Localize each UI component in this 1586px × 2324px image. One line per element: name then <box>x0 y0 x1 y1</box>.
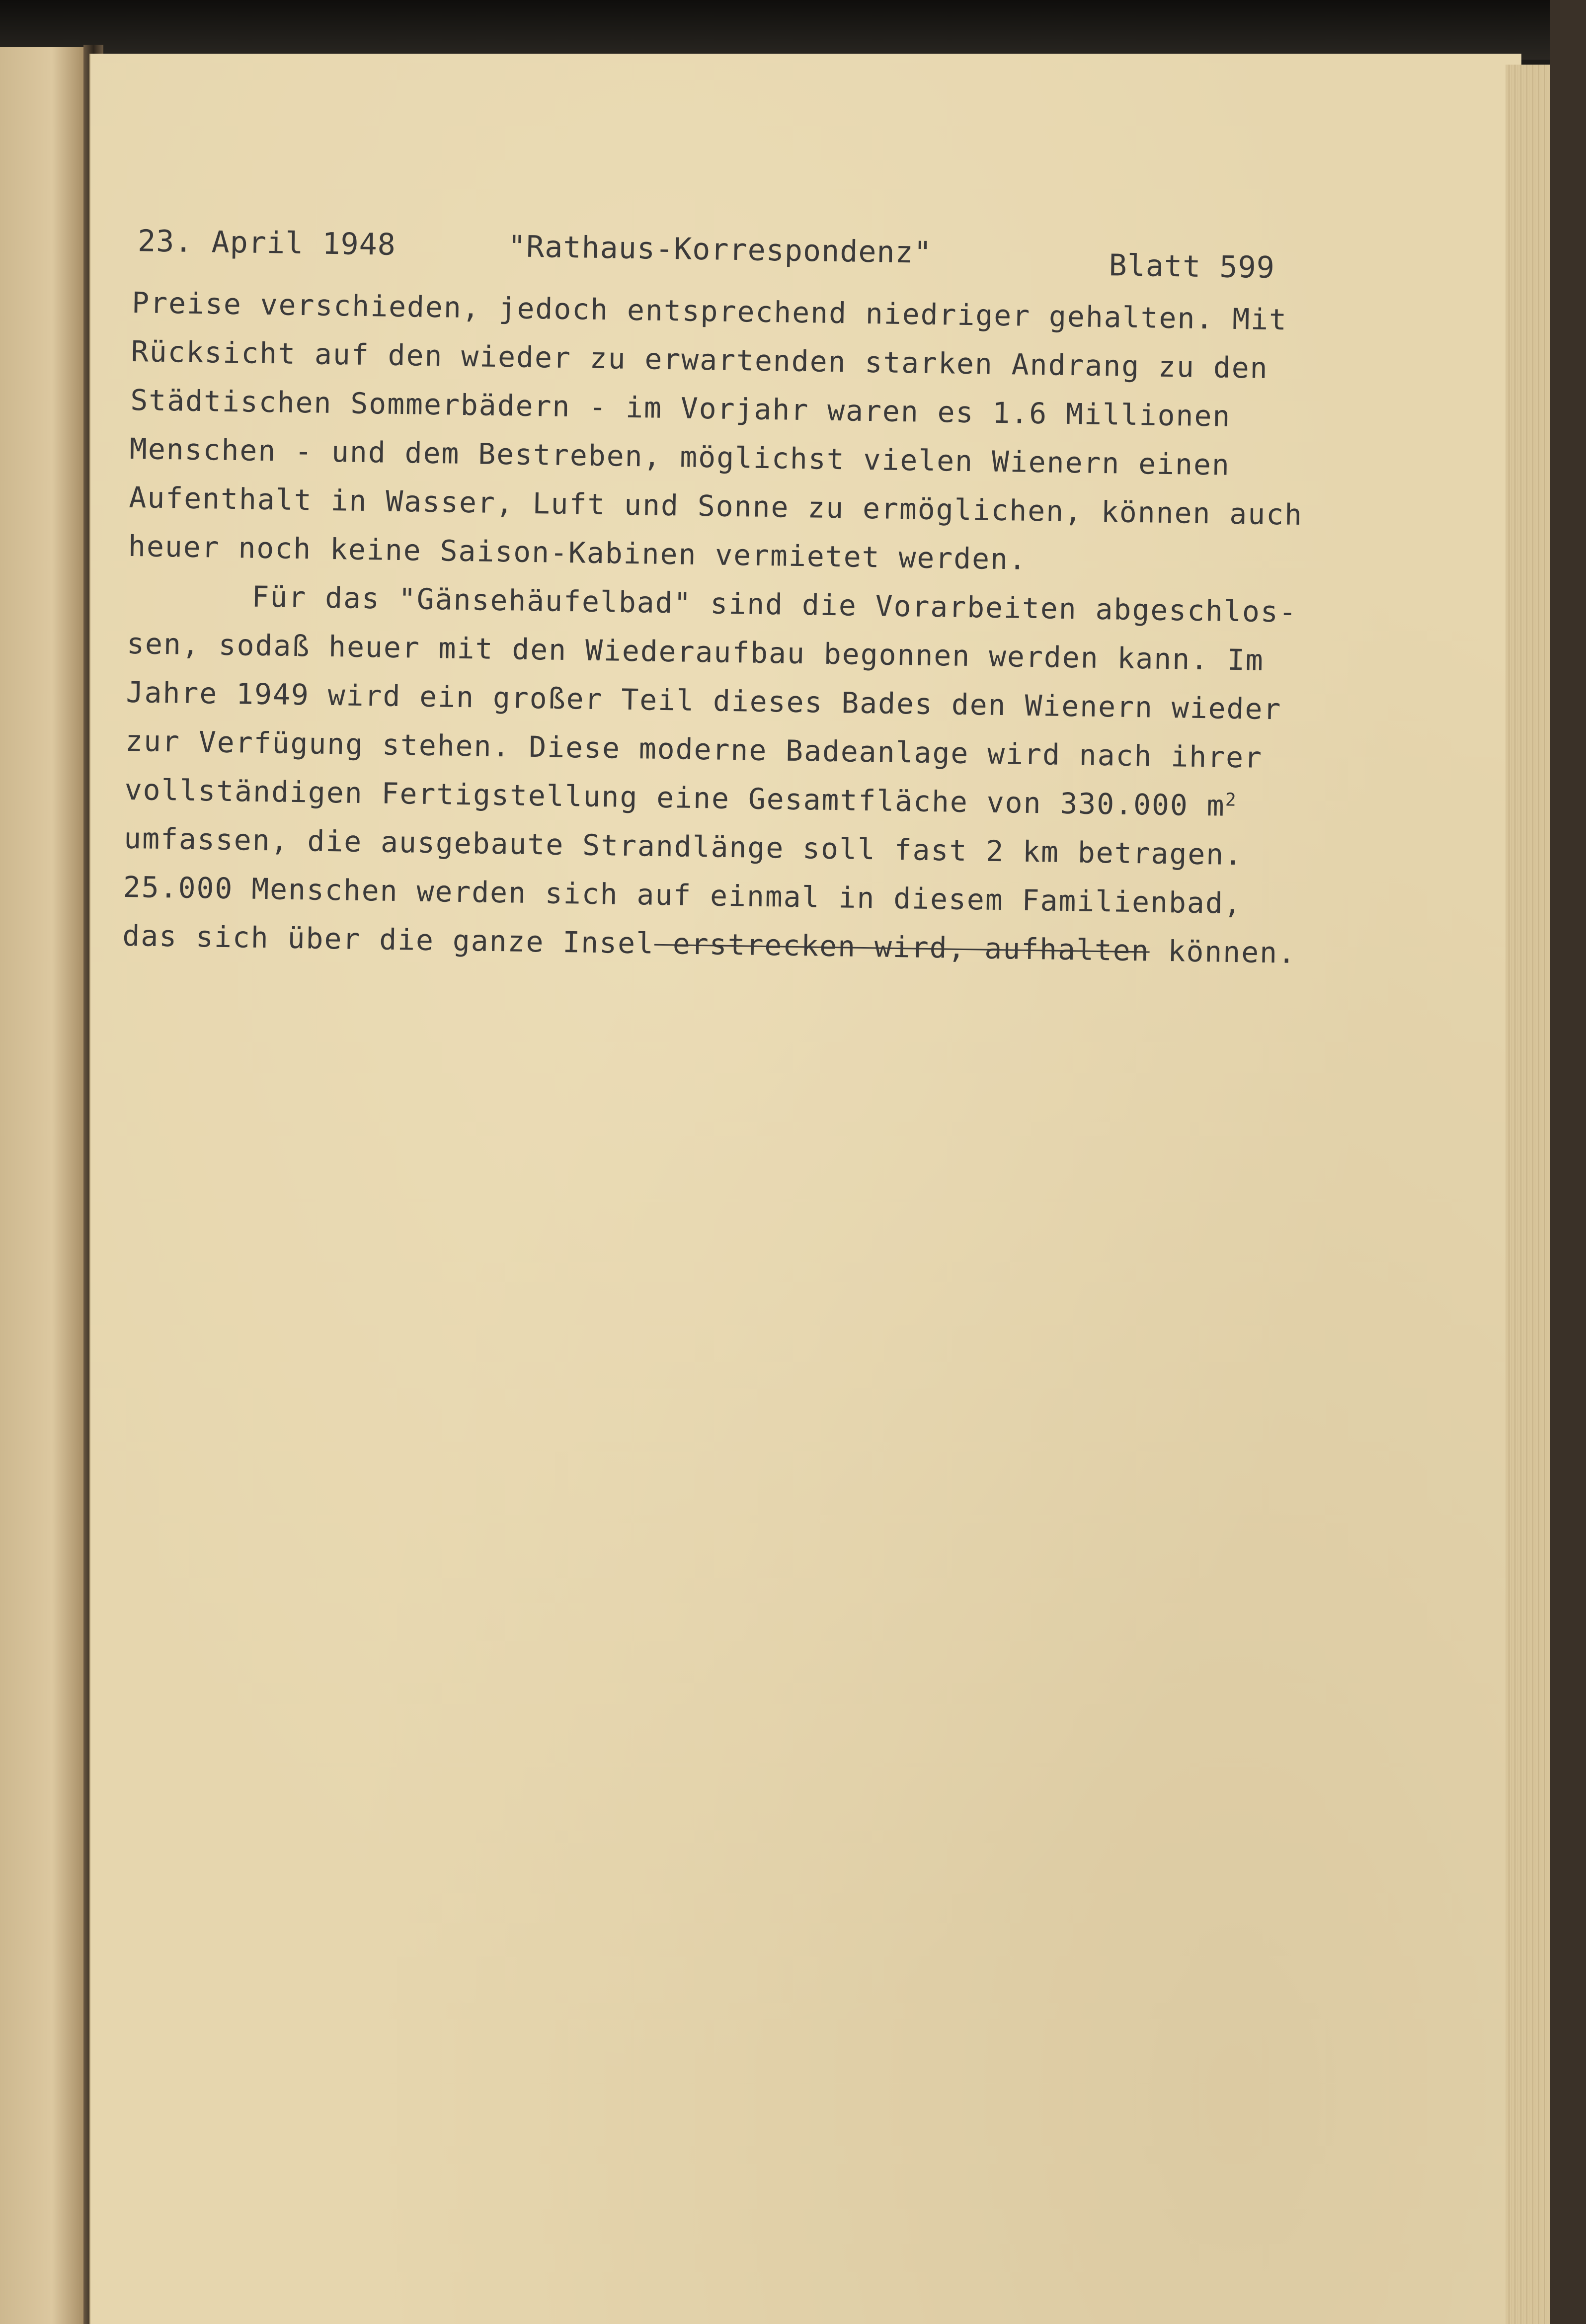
final-word: können. <box>1149 934 1297 970</box>
text-line: umfassen, die ausgebaute Strandlänge soll fast 2 km betragen. <box>123 821 1243 872</box>
header-title: "Rathaus-Korrespondenz" <box>507 229 933 270</box>
text-line: Aufenthalt in Wasser, Luft und Sonne zu ermöglichen, können auch <box>129 480 1303 532</box>
text-line: zur Verfügung stehen. Diese moderne Badeanlage wird nach ihrer <box>125 723 1263 775</box>
text-line: Städtischen Sommerbädern - im Vorjahr waren es 1.6 Millionen <box>130 383 1231 433</box>
text-line: vollständigen Fertigstellung eine Gesamtfläche von 330.000 m <box>124 772 1226 823</box>
text-line: Menschen - und dem Bestreben, möglichst vielen Wienern einen <box>129 431 1231 482</box>
text-line: das sich über die ganze Insel <box>122 918 655 961</box>
text-line: 25.000 Menschen werden sich auf einmal in diesem Familienbad, <box>123 870 1243 921</box>
text-line: heuer noch keine Saison-Kabinen vermietet werden. <box>128 529 1028 576</box>
struck-through-text: erstrecken wird, aufhalten <box>654 926 1150 968</box>
scan-background-top <box>0 0 1586 60</box>
text-line: sen, sodaß heuer mit den Wiederaufbau begonnen werden kann. Im <box>126 626 1265 677</box>
header-date: 23. April 1948 <box>137 224 396 262</box>
body-paragraphs <box>122 278 1414 979</box>
header-sheet-number: Blatt 599 <box>1109 248 1275 286</box>
text-line: Rücksicht auf den wieder zu erwartenden starken Andrang zu den <box>131 334 1269 385</box>
scan-background-right <box>1550 0 1586 2324</box>
superscript-2: 2 <box>1225 790 1237 810</box>
typed-text <box>122 214 1415 979</box>
text-line: Jahre 1949 wird ein großer Teil dieses Bades den Wienern wieder <box>126 675 1282 726</box>
facing-page-edge <box>0 47 94 2324</box>
text-line: Für das "Gänsehäufelbad" sind die Vorarbeiten abgeschlos- <box>251 579 1298 629</box>
text-line: Preise verschieden, jedoch entsprechend niedriger gehalten. Mit <box>131 285 1288 337</box>
